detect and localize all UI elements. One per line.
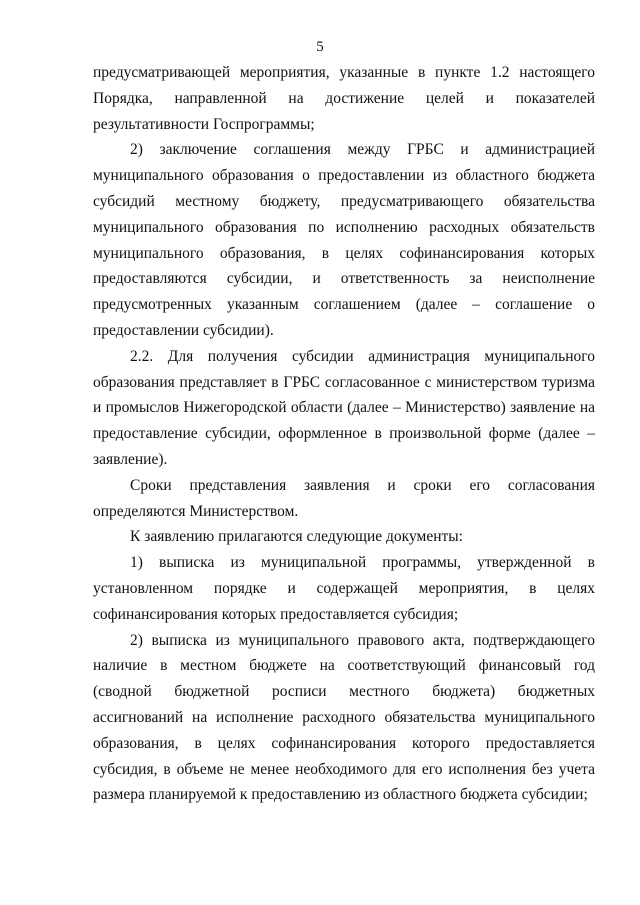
- document-body: [93, 60, 595, 808]
- paragraph-deadlines: Сроки представления заявления и сроки его согласования определяются Министерством.: [93, 476, 595, 520]
- paragraph-continuation: предусматривающей мероприятия, указанные в пункте 1.2 настоящего Порядка, направленной на достижение целей и показателей результативности Госпрограммы;: [93, 64, 595, 133]
- paragraph-agreement-item: 2) заключение соглашения между ГРБС и администрацией муниципального образования о предоставлении из областного бюджета субсидий местному бюджету, предусматривающего обязательства муниципального образования по исполнению расходных обязательств муниципального образования, в целях софинансирования которых предоставляются субсидии, и ответственность за неисполнение предусмотренных указанным соглашением (далее – соглашение о предоставлении субсидии).: [93, 141, 595, 339]
- page-number: 5: [316, 39, 324, 55]
- paragraph-attachment-1: 1) выписка из муниципальной программы, утвержденной в установленном порядке и содержащей мероприятия, в целях софинансирования которых предоставляется субсидия;: [93, 554, 595, 623]
- paragraph-section-2-2: 2.2. Для получения субсидии администрация муниципального образования представляет в ГРБС согласованное с министерством туризма и промыслов Нижегородской области (далее – Министерство) заявление на предоставление субсидии, оформленное в произвольной форме (далее – заявление).: [93, 347, 595, 468]
- paragraph-attachment-2: 2) выписка из муниципального правового акта, подтверждающего наличие в местном бюджете на соответствующий финансовый год (сводной бюджетной росписи местного бюджета) бюджетных ассигнований на исполнение расходного обязательства муниципального образования, в целях софинансирования которого предоставляется субсидия, в объеме не менее необходимого для его исполнения без учета размера планируемой к предоставлению из областного бюджета субсидии;: [93, 631, 595, 804]
- paragraph-attachments-intro: К заявлению прилагаются следующие документы:: [130, 528, 463, 546]
